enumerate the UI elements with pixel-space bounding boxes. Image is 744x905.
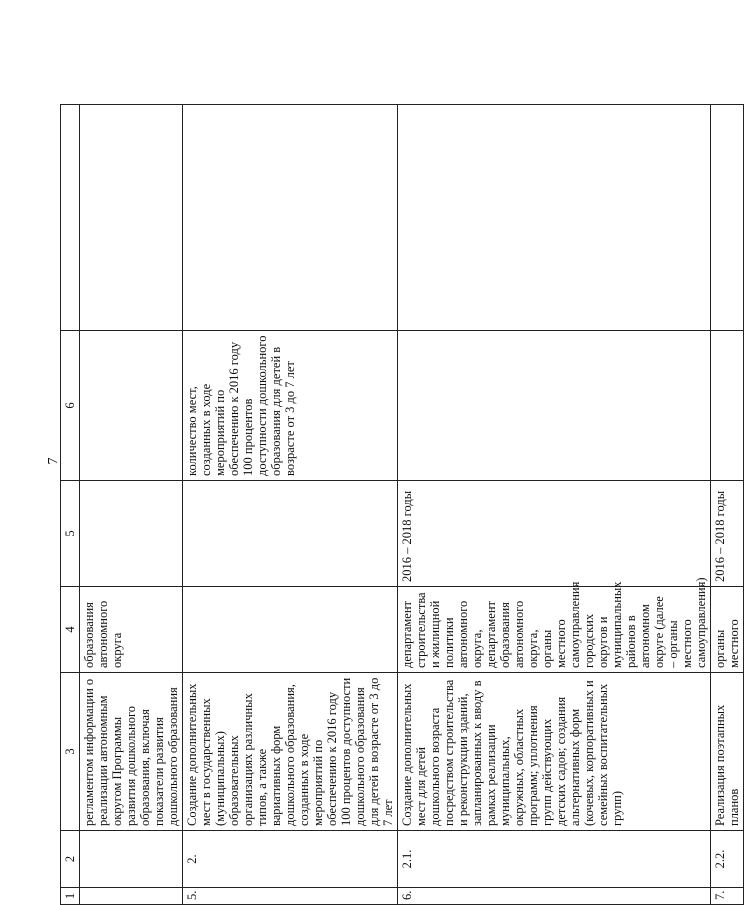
empty-cell	[80, 105, 183, 331]
period-cell	[183, 481, 398, 587]
row-number: 6.	[398, 888, 711, 905]
table-row	[80, 105, 183, 905]
empty-cell	[183, 105, 398, 331]
executor-cell: органы местного	[711, 587, 744, 673]
table-row	[183, 105, 398, 905]
activity-cell: Создание дополнительных мест для детей дошкольного возраста посредством строительства и реконструкции зданий, запланированных к вводу в рамках реализации муниципальных, окружных, областных программ; уплотнения групп действующих детских садов; создания альтернативных форм (кочевых, корпоративных и семейных воспитательных групп)	[398, 673, 711, 831]
activity-cell: Реализация поэтапных планов	[711, 673, 744, 831]
row-subnumber: 2.2.	[711, 831, 744, 888]
table-row	[398, 105, 711, 905]
period-cell: 2016 – 2018 годы	[711, 481, 744, 587]
header-cell-6: 6	[61, 331, 80, 481]
period-cell	[80, 481, 183, 587]
executor-cell: департамент строительства и жилищной политики автономного округа, департамент образования автономного округа, органы местного самоуправления городских округов и муниципальных районов в автономном округе (далее – органы местного самоуправления)	[398, 587, 711, 673]
header-cell-extra	[61, 105, 80, 331]
row-number	[80, 888, 183, 905]
indicator-cell	[80, 331, 183, 481]
indicator-cell	[711, 331, 744, 481]
row-number: 7.	[711, 888, 744, 905]
rotated-table-container	[60, 0, 741, 905]
empty-cell	[711, 105, 744, 331]
measures-table	[60, 104, 744, 905]
table-row	[711, 105, 744, 905]
row-subnumber	[80, 831, 183, 888]
header-cell-1: 1	[61, 888, 80, 905]
indicator-cell: количество мест, созданных в ходе мероприятий по обеспечению к 2016 году 100 процентов доступности дошкольного образования для детей в возрасте от 3 до 7 лет	[183, 331, 398, 481]
row-number: 5.	[183, 888, 398, 905]
row-subnumber: 2.	[183, 831, 398, 888]
activity-cell: регламентом информации о реализации автономным округом Программы развития дошкольного образования, включая показатели развития дошкольного образования	[80, 673, 183, 831]
header-cell-3: 3	[61, 673, 80, 831]
activity-cell: Создание дополнительных мест в государственных (муниципальных) образовательных организациях различных типов, а также вариативных форм дошкольного образования, созданных в ходе мероприятий по обеспечению к 2016 году 100 процентов доступности дошкольного образования для детей в возрасте от 3 до 7 лет	[183, 673, 398, 831]
row-subnumber: 2.1.	[398, 831, 711, 888]
page-number: 7	[46, 457, 61, 465]
header-cell-2: 2	[61, 831, 80, 888]
table-header-row	[61, 105, 80, 905]
executor-cell	[183, 587, 398, 673]
indicator-cell	[398, 331, 711, 481]
empty-cell	[398, 105, 711, 331]
header-cell-5: 5	[61, 481, 80, 587]
executor-cell: образования автономного округа	[80, 587, 183, 673]
header-cell-4: 4	[61, 587, 80, 673]
period-cell: 2016 – 2018 годы	[398, 481, 711, 587]
